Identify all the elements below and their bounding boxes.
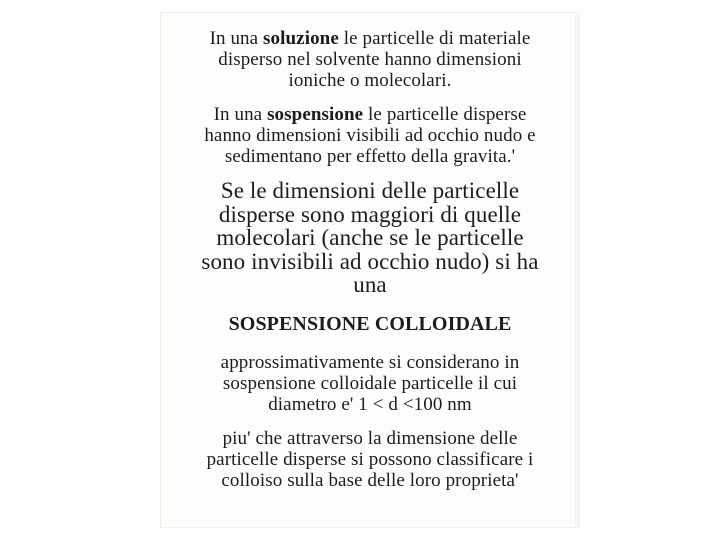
text-line: una	[353, 272, 387, 297]
text-line: ioniche o molecolari.	[288, 70, 452, 91]
paragraph-solution	[160, 28, 580, 91]
text-line: diametro e' 1 < d <100 nm	[268, 394, 472, 415]
text-line: approssimativamente si considerano in	[220, 352, 520, 373]
text-line: In una sospensione le particelle disperse	[213, 104, 527, 125]
text-line: piu' che attraverso la dimensione delle	[222, 428, 518, 449]
paragraph-classification	[160, 428, 580, 491]
paragraph-diameter	[160, 352, 580, 415]
paragraph-suspension	[160, 104, 580, 167]
text-line: hanno dimensioni visibili ad occhio nudo e	[204, 125, 536, 146]
text-line: sono invisibili ad occhio nudo) si ha	[201, 248, 539, 274]
paragraph-dimensions	[160, 179, 580, 297]
text-line: colloiso sulla base delle loro proprieta'	[221, 470, 519, 491]
text-line: molecolari (anche se le particelle	[216, 225, 524, 250]
text-line: In una soluzione le particelle di materiale	[209, 28, 531, 49]
term-sospensione: sospensione	[267, 104, 364, 125]
text-line: disperse sono maggiori di quelle	[218, 201, 522, 227]
term-soluzione: soluzione	[263, 28, 339, 49]
text-line: Se le dimensioni delle particelle	[220, 178, 520, 203]
text-line: sospensione colloidale particelle il cui	[222, 373, 518, 394]
heading-colloidal-suspension: SOSPENSIONE COLLOIDALE	[228, 313, 512, 335]
text-line: disperso nel solvente hanno dimensioni	[218, 49, 522, 70]
text-line: sedimentano per effetto della gravita.'	[224, 146, 516, 167]
text-line: particelle disperse si possono classificare i	[206, 449, 534, 470]
